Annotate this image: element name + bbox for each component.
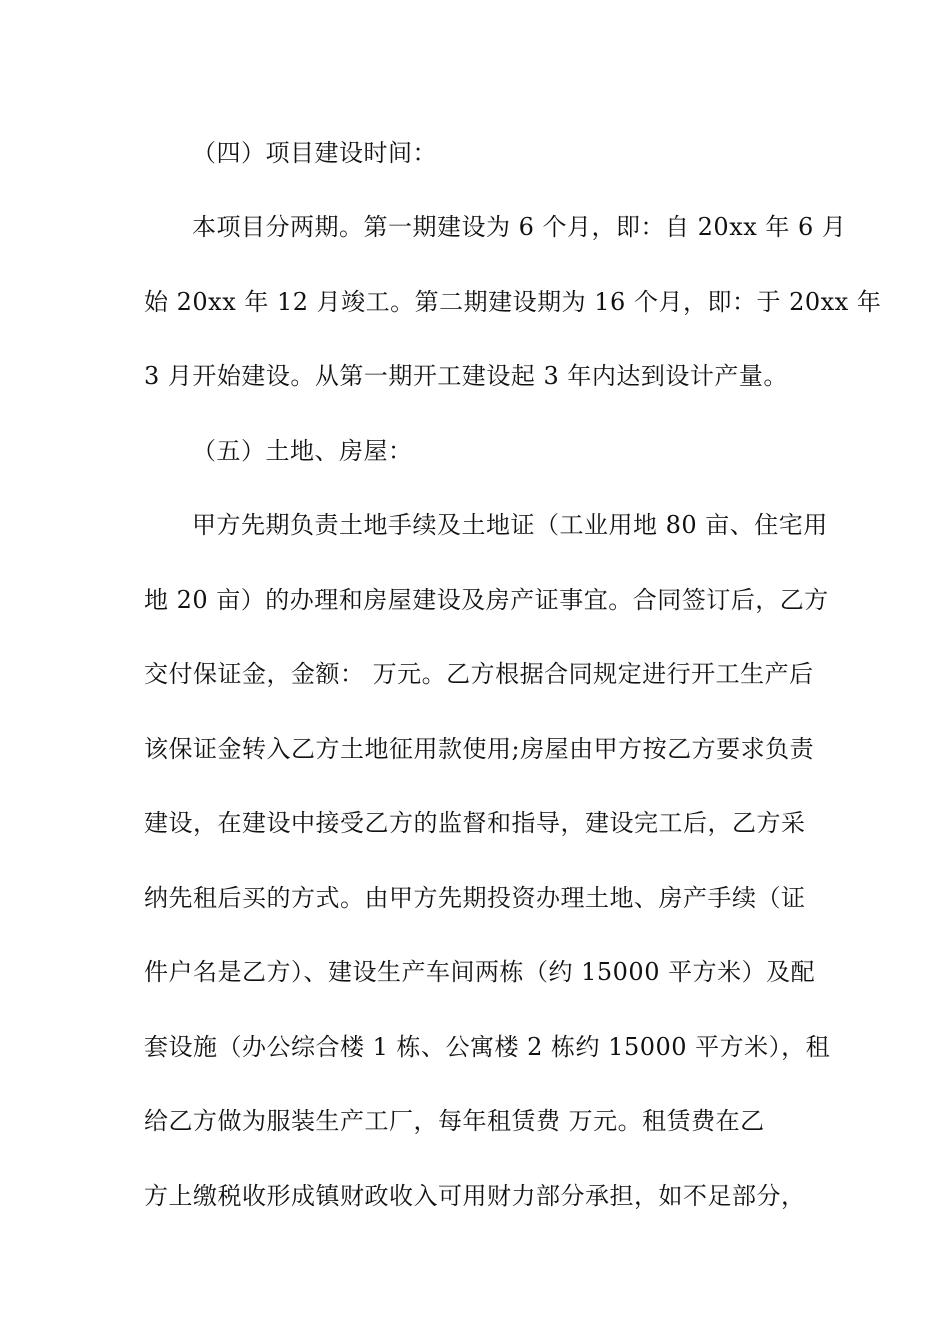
- paragraph-line: 套设施（办公综合楼 1 栋、公寓楼 2 栋约 15000 平方米），租: [144, 1033, 831, 1061]
- paragraph-line: 纳先租后买的方式。由甲方先期投资办理土地、房产手续（证: [144, 884, 806, 912]
- paragraph-line: 给乙方做为服装生产工厂，每年租赁费 万元。租赁费在乙: [144, 1107, 765, 1135]
- paragraph-line: 甲方先期负责土地手续及土地证（工业用地 80 亩、住宅用: [192, 511, 828, 539]
- paragraph-line: 本项目分两期。第一期建设为 6 个月，即：自 20xx 年 6 月: [192, 213, 847, 241]
- section-heading-land-housing: （五）土地、房屋：: [192, 437, 413, 465]
- paragraph-line: 方上缴税收形成镇财政收入可用财力部分承担，如不足部分，: [144, 1182, 806, 1210]
- paragraph-line: 始 20xx 年 12 月竣工。第二期建设期为 16 个月，即：于 20xx 年: [144, 288, 882, 316]
- paragraph-line: 交付保证金，金额： 万元。乙方根据合同规定进行开工生产后: [144, 660, 814, 688]
- paragraph-line: 3 月开始建设。从第一期开工建设起 3 年内达到设计产量。: [144, 362, 788, 390]
- paragraph-line: 地 20 亩）的办理和房屋建设及房产证事宜。合同签订后，乙方: [144, 586, 829, 614]
- section-heading-construction-time: （四）项目建设时间：: [192, 139, 437, 167]
- paragraph-line: 件户名是乙方）、建设生产车间两栋（约 15000 平方米）及配: [144, 958, 816, 986]
- paragraph-line: 建设，在建设中接受乙方的监督和指导，建设完工后，乙方采: [144, 809, 806, 837]
- paragraph-line: 该保证金转入乙方土地征用款使用;房屋由甲方按乙方要求负责: [144, 735, 815, 763]
